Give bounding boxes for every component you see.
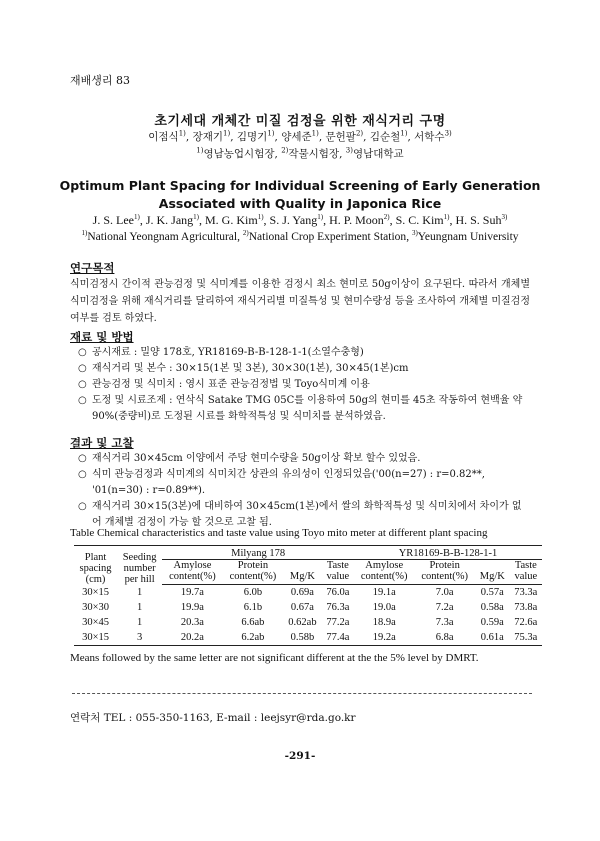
circle-bullet-icon: ○ <box>78 469 87 480</box>
table-cell: 0.62ab <box>288 617 317 628</box>
table-body <box>74 585 542 646</box>
table-row <box>74 615 542 630</box>
objective-text: 식미검정시 간이적 관능검정 및 식미계를 이용한 검정시 최소 현미로 50g이상이 요구된다. 따라서 개체별 식미검정을 위해 재식거리를 달리하여 재식거리별 미질특성 및 현미수량성 등을 조사하여 개체별 미질검정 여부를 검토 하였다. <box>70 279 531 324</box>
methods-item: ○ 도정 및 시료조제 : 연삭식 Satake TMG 05C를 이용하여 50g의 현미를 45초 작동하여 현백율 약90%(중량비)로 도정된 시료를 화학적특성 및 식미치를 분석하였음. <box>78 393 530 425</box>
table-cell: 30×15 <box>82 586 109 598</box>
table-cell: 73.8a <box>514 602 538 613</box>
methods-list <box>78 345 530 425</box>
author-name: 문헌팔$^{2)}$ <box>325 129 364 143</box>
circle-bullet-icon: ○ <box>78 395 87 406</box>
table-cell: 76.3a <box>326 602 350 613</box>
affiliation: $^{2)}$작물시험장 <box>281 146 340 160</box>
table-cell: 73.3a <box>514 587 538 598</box>
methods-heading: 재료 및 방법 <box>70 330 134 344</box>
header-tag: 재배생리 83 <box>70 74 130 87</box>
author-name: H. S. Suh$^{3)}$ <box>455 213 508 227</box>
author-name: 양세준$^{1)}$ <box>281 129 319 143</box>
table-cell: 6.2ab <box>223 630 283 646</box>
author-name: S. C. Kim$^{1)}$ <box>395 213 450 227</box>
circle-bullet-icon: ○ <box>78 453 87 464</box>
affiliation: $^{1)}$영남농업시험장 <box>196 146 275 160</box>
table-cell: 1 <box>137 602 143 613</box>
col-amylose: Amylose content(%) <box>354 560 414 585</box>
table-cell: 75.3a <box>510 630 542 646</box>
results-list <box>78 451 530 531</box>
affiliation: $^{2)}$National Crop Experiment Station <box>242 229 407 243</box>
table-cell: 0.58b <box>283 630 322 646</box>
table-cell: 20.3a <box>180 617 204 628</box>
table-cell: 76.0a <box>326 587 350 598</box>
table-cell: 77.4a <box>322 630 354 646</box>
group-milyang-178: Milyang 178 <box>162 546 354 560</box>
circle-bullet-icon: ○ <box>78 347 87 358</box>
table-row <box>74 600 542 615</box>
objective-heading: 연구목적 <box>70 261 115 275</box>
table-cell: 77.2a <box>326 617 350 628</box>
author-name: 서학수$^{3)}$ <box>414 129 452 143</box>
table-cell: 1 <box>137 617 143 628</box>
english-affiliations: $^{1)}$National Yeongnam Agricultural, $^{2)}$National Crop Experiment Station, $^{3)}$Yeungnam University <box>81 229 519 243</box>
col-seeding-number: Seeding number per hill <box>117 546 162 585</box>
results-item: ○ 식미 관능검정과 식미계의 식미치간 상관의 유의성이 인정되었음('00(n=27) : r=0.82**, '01(n=30) : r=0.89**). <box>78 467 530 499</box>
english-title-line-2: Associated with Quality in Japonica Rice <box>158 196 442 211</box>
table-cell: 20.2a <box>162 630 222 646</box>
table-cell: 19.7a <box>180 587 204 598</box>
korean-authors: 이점식$^{1)}$, 장재기$^{1)}$, 김명기$^{1)}$, 양세준$^{1)}$, 문헌팔$^{2)}$, 김순철$^{1)}$, 서학수$^{3)}$ <box>148 129 452 143</box>
table-cell: 0.59a <box>480 617 504 628</box>
table-cell: 19.9a <box>180 602 204 613</box>
table-cell: 6.0b <box>243 587 263 598</box>
contact-info: 연락처 TEL : 055-350-1163, E-mail : leejsyr@rda.go.kr <box>70 712 356 724</box>
col-mgk: Mg/K <box>283 560 322 585</box>
circle-bullet-icon: ○ <box>78 379 87 390</box>
table-cell: 6.6ab <box>241 617 265 628</box>
table-cell: 0.58a <box>480 602 504 613</box>
affiliation: $^{3)}$Yeungnam University <box>411 229 519 243</box>
col-plant-spacing: Plant spacing (cm) <box>74 546 117 585</box>
circle-bullet-icon: ○ <box>78 363 87 374</box>
author-name: 장재기$^{1)}$ <box>192 129 231 143</box>
author-name: J. S. Lee$^{1)}$ <box>92 213 140 227</box>
group-yr18169: YR18169-B-B-128-1-1 <box>354 546 542 560</box>
results-item: ○ 재식거리 30×15(3본)에 대비하여 30×45cm(1본)에서 쌀의 화학적특성 및 식미치에서 차이가 없어 개체별 검정이 가능 할 것으로 고찰 됨. <box>78 499 530 531</box>
table-cell: 0.67a <box>290 602 314 613</box>
table-cell: 0.61a <box>475 630 510 646</box>
table-cell: 30×45 <box>82 617 109 628</box>
author-name: J. K. Jang$^{1)}$ <box>145 213 200 227</box>
col-taste: Taste value <box>322 560 354 585</box>
results-heading: 결과 및 고찰 <box>70 436 134 450</box>
page-number: -291- <box>284 750 316 762</box>
divider-dashed <box>72 693 532 694</box>
table-cell: 1 <box>137 586 143 598</box>
table-cell: 7.2a <box>435 602 454 613</box>
table-cell: 6.8a <box>414 630 474 646</box>
results-item: ○ 재식거리 30×45cm 이양에서 주당 현미수량을 50g이상 확보 할수 있었음. <box>78 451 530 467</box>
english-authors: J. S. Lee$^{1)}$, J. K. Jang$^{1)}$, M. G. Kim$^{1)}$, S. J. Yang$^{1)}$, H. P. Moon$^{2)}$, S. C. Kim$^{1)}$, H. S. Suh$^{3)}$ <box>92 213 508 227</box>
english-title-line-1: Optimum Plant Spacing for Individual Screening of Early Generation <box>59 178 541 193</box>
affiliation: $^{1)}$National Yeongnam Agricultural <box>81 229 238 243</box>
table-cell: 72.6a <box>514 617 538 628</box>
author-name: M. G. Kim$^{1)}$ <box>205 213 264 227</box>
table-cell: 18.9a <box>372 617 396 628</box>
table-cell: 0.57a <box>480 587 504 598</box>
table-cell: 19.0a <box>372 602 396 613</box>
table-cell: 6.1b <box>243 602 263 613</box>
methods-item: ○ 공시재료 : 밀양 178호, YR18169-B-B-128-1-1(소열수충형) <box>78 345 530 361</box>
methods-item: ○ 재식거리 및 본수 : 30×15(1본 및 3본), 30×30(1본), 30×45(1본)cm <box>78 361 530 377</box>
methods-item: ○ 관능검정 및 식미치 : 영시 표준 관능검정법 및 Toyo식미계 이용 <box>78 377 530 393</box>
author-name: H. P. Moon$^{2)}$ <box>329 213 390 227</box>
table-cell: 7.0a <box>435 587 454 598</box>
table-note: Means followed by the same letter are not significant different at the the 5% level by DMRT. <box>70 652 479 664</box>
table-cell: 3 <box>117 630 162 646</box>
col-amylose: Amylose content(%) <box>162 560 222 585</box>
table-cell: 0.69a <box>290 587 314 598</box>
col-mgk: Mg/K <box>475 560 510 585</box>
korean-title: 초기세대 개체간 미질 검정을 위한 재식거리 구명 <box>154 114 446 129</box>
korean-affiliations: $^{1)}$영남농업시험장, $^{2)}$작물시험장, $^{3)}$영남대학교 <box>196 146 404 160</box>
table-cell: 7.3a <box>435 617 454 628</box>
table-row <box>74 585 542 601</box>
results-table <box>74 545 542 646</box>
table-row <box>74 630 542 646</box>
col-protein: Protein content(%) <box>223 560 283 585</box>
affiliation: $^{3)}$영남대학교 <box>345 146 404 160</box>
table-cell: 19.1a <box>372 587 396 598</box>
table-caption: Table Chemical characteristics and taste value using Toyo mito meter at different plant spacing <box>70 527 488 539</box>
author-name: S. J. Yang$^{1)}$ <box>269 213 324 227</box>
table-header-row <box>74 546 542 560</box>
table-cell: 30×15 <box>74 630 117 646</box>
col-taste: Taste value <box>510 560 542 585</box>
author-name: 김명기$^{1)}$ <box>236 129 275 143</box>
table-cell: 19.2a <box>354 630 414 646</box>
author-name: 이점식$^{1)}$ <box>148 129 186 143</box>
circle-bullet-icon: ○ <box>78 501 87 512</box>
col-protein: Protein content(%) <box>414 560 474 585</box>
author-name: 김순철$^{1)}$ <box>369 129 408 143</box>
table-cell: 30×30 <box>82 602 109 613</box>
